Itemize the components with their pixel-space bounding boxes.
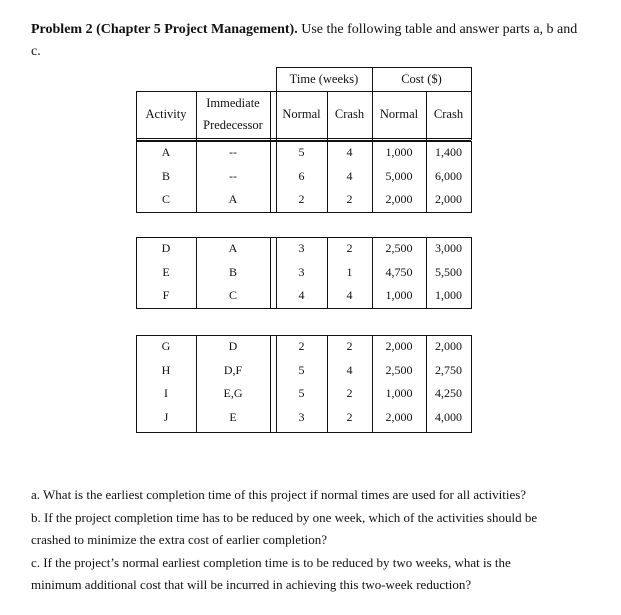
table-cell-cc: 4,000 — [435, 410, 462, 424]
table-cell-pred: B — [228, 265, 237, 279]
header-time-crash: Crash — [334, 107, 365, 121]
table-cell-cc: 4,250 — [435, 386, 462, 400]
table-cell-pred: D — [228, 339, 238, 353]
table-cell-cc: 2,750 — [435, 363, 462, 377]
header-cost: Cost ($) — [401, 72, 442, 86]
question-c-line1: c. If the project’s normal earliest completion time is to be reduced by two weeks, what is the — [31, 554, 511, 570]
table-column-border — [471, 141, 472, 213]
table-cell-pred: A — [228, 241, 238, 255]
table-cell-tc: 4 — [346, 363, 353, 377]
table-cell-tn: 3 — [298, 265, 305, 279]
header-cost-normal: Normal — [379, 107, 419, 121]
header-predecessor-line1: Immediate — [206, 96, 260, 110]
table-cell-activity: J — [163, 410, 169, 424]
table-cell-pred: -- — [229, 145, 237, 159]
header-predecessor-line2: Predecessor — [203, 118, 263, 132]
problem-title-rest: Use the following table and answer parts a, b and — [297, 22, 578, 37]
table-cell-cc: 1,400 — [435, 145, 462, 159]
question-b-line1: b. If the project completion time has to be reduced by one week, which of the activities should be — [31, 509, 538, 525]
table-cell-cn: 1,000 — [385, 288, 413, 302]
table-column-border — [270, 237, 271, 309]
question-a: a. What is the earliest completion time of this project if normal times are used for all activities? — [31, 487, 527, 502]
table-cell-tc: 4 — [346, 145, 353, 159]
table-column-border — [270, 141, 271, 213]
table-row-border — [136, 308, 471, 309]
problem-title — [31, 20, 601, 39]
table-column-border — [471, 335, 472, 433]
table-cell-pred: -- — [229, 169, 237, 183]
question-b-line2: crashed to minimize the extra cost of earlier completion? — [31, 532, 327, 547]
table-cell-cn: 2,500 — [385, 241, 413, 255]
table-cell-cn: 5,000 — [385, 169, 413, 183]
table-cell-activity: E — [162, 265, 170, 279]
table-cell-activity: D — [161, 241, 171, 255]
table-cell-activity: C — [161, 192, 170, 206]
table-row-border — [136, 141, 471, 142]
table-cell-tc: 2 — [346, 241, 353, 255]
table-cell-tc: 1 — [346, 265, 353, 279]
table-row-border — [136, 237, 471, 238]
table-cell-cn: 1,000 — [385, 145, 413, 159]
table-cell-tn: 5 — [298, 363, 305, 377]
table-row-border — [136, 212, 471, 213]
table-cell-activity: F — [162, 288, 170, 302]
table-cell-activity: G — [161, 339, 171, 353]
table-cell-cn: 2,000 — [385, 410, 413, 424]
table-cell-tn: 6 — [298, 169, 305, 183]
problem-title-wrap: c. — [31, 44, 41, 59]
table-column-border — [471, 237, 472, 309]
table-cell-cc: 6,000 — [435, 169, 462, 183]
table-cell-cn: 2,000 — [385, 339, 413, 353]
table-cell-cc: 3,000 — [435, 241, 462, 255]
table-cell-cc: 2,000 — [435, 192, 462, 206]
table-cell-tc: 2 — [346, 339, 353, 353]
table-cell-tn: 3 — [298, 410, 305, 424]
table-cell-tc: 4 — [346, 288, 353, 302]
table-cell-pred: E — [229, 410, 237, 424]
table-cell-tn: 2 — [298, 339, 305, 353]
table-cell-cc: 5,500 — [435, 265, 462, 279]
table-cell-pred: E,G — [223, 386, 243, 400]
table-column-border — [270, 335, 271, 433]
table-row-border — [136, 432, 471, 433]
table-cell-pred: A — [228, 192, 238, 206]
table-cell-cn: 2,500 — [385, 363, 413, 377]
table-cell-tn: 3 — [298, 241, 305, 255]
table-cell-pred: D,F — [223, 363, 243, 377]
table-cell-activity: B — [161, 169, 170, 183]
table-cell-tn: 5 — [298, 386, 305, 400]
table-cell-cn: 2,000 — [385, 192, 413, 206]
problem-title-bold: Problem 2 (Chapter 5 Project Management). — [31, 22, 298, 37]
table-cell-cn: 1,000 — [385, 386, 413, 400]
table-cell-pred: C — [228, 288, 237, 302]
table-cell-cc: 2,000 — [435, 339, 462, 353]
header-time-weeks: Time (weeks) — [289, 72, 359, 86]
table-cell-tn: 4 — [298, 288, 305, 302]
table-row-border — [136, 335, 471, 336]
table-cell-activity: I — [164, 386, 168, 400]
questions — [31, 484, 591, 597]
table-cell-activity: H — [161, 363, 171, 377]
table-cell-cn: 4,750 — [385, 265, 413, 279]
table-cell-tc: 2 — [346, 386, 353, 400]
table-cell-tn: 5 — [298, 145, 305, 159]
header-cost-crash: Crash — [433, 107, 464, 121]
table-cell-cc: 1,000 — [435, 288, 462, 302]
header-activity: Activity — [145, 107, 187, 121]
table-cell-activity: A — [161, 145, 171, 159]
table-cell-tn: 2 — [298, 192, 305, 206]
header-time-normal: Normal — [282, 107, 321, 121]
table-cell-tc: 2 — [346, 410, 353, 424]
question-c-line2: minimum additional cost that will be incurred in achieving this two-week reduction? — [31, 577, 472, 592]
table-cell-tc: 4 — [346, 169, 353, 183]
table-cell-tc: 2 — [346, 192, 353, 206]
